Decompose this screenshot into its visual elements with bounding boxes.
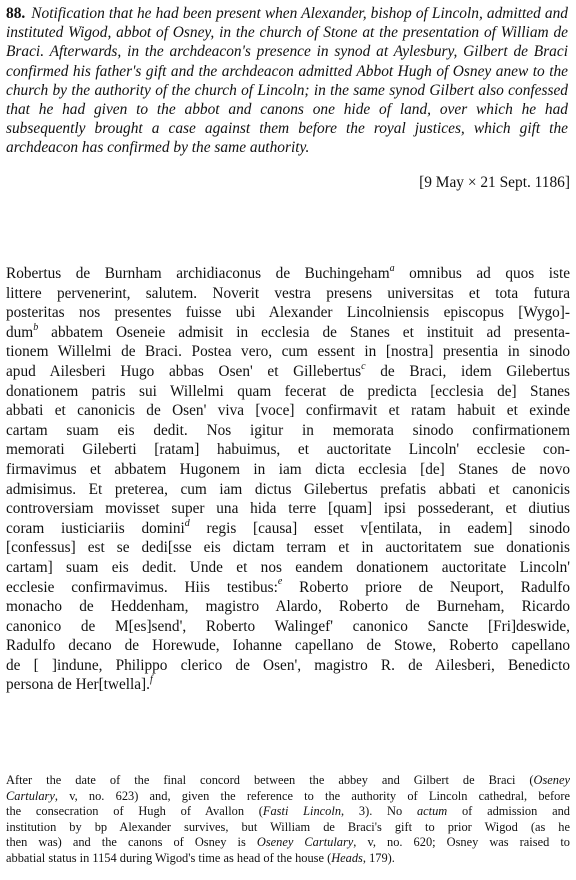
cited-title: actum [416, 804, 448, 819]
latin-line: de [ ]indune, Philippo clerico de Osen', magistro R. de Ailesberi, Benedicto [6, 656, 570, 674]
cited-title: Oseney Cartulary [256, 835, 354, 850]
latin-line: coram iusticiariis domini$^d$ regis [causa] esset v[entilata, in eadem] sinodo [6, 517, 570, 537]
latin-line: ecclesie confirmavimus. Hiis testibus:$^e$ Roberto priore de Neuport, Radulfo [6, 576, 570, 596]
note-line: the consecration of Hugh of Avallon (Fasti Lincoln, 3). No actum of admission and [6, 804, 570, 819]
latin-line: admisimus. Et preterea, cum iam dictus Gilebertus prefatis abbati et canonicis [6, 480, 570, 498]
note-line: Cartulary, v, no. 623) and, given the reference to the authority of Lincoln cathedral, before [6, 788, 570, 803]
entry-heading [6, 4, 568, 158]
entry-date: [9 May × 21 Sept. 1186] [419, 174, 570, 191]
footnote-marker: f [149, 674, 153, 686]
entry-number: 88. [6, 5, 26, 22]
footnote-marker: e [277, 576, 283, 588]
note-line: institution by bp Alexander survives, but William de Braci's gift to prior Wigod (as he [6, 819, 570, 834]
latin-line: Robertus de Burnham archidiaconus de Buchingeham$^a$ omnibus ad quos iste [6, 262, 570, 282]
note-line: abbatial status in 1154 during Wigod's time as head of the house (Heads, 179). [6, 850, 395, 865]
footnote-marker: d [184, 517, 190, 529]
latin-line: persona de Her[twella].$^f$ [6, 674, 153, 694]
footnote-marker: b [33, 321, 39, 333]
cited-title: Heads [331, 850, 363, 865]
latin-line: abbati et canonicis de Osen' viva [voce] confirmavit et ratam habuit et exinde [6, 402, 570, 420]
note-line: then was) and the canons of Osney is Oseney Cartulary, v, no. 620; Osney was raised to [6, 835, 570, 850]
footnote-marker: c [361, 360, 366, 372]
latin-line: cartam suam eis dedit. Nos igitur in memorata sinodo confirmationem [6, 421, 570, 439]
latin-line: memorati Gileberti [ratam] habuimus, et auctoritate Lincoln' ecclesie con- [6, 441, 570, 459]
latin-line: posteritas nos presentes fuisse ubi Alexander Lincolniensis episcopus [Wygo]- [6, 304, 570, 322]
latin-line: controversiam movisset super una hida terre [quam] ipsi possederant, et diutius [6, 500, 570, 518]
latin-charter-text [6, 264, 570, 695]
latin-line: tionem Willelmi de Braci. Postea vero, cum essent in [nostra] presentia in sinodo [6, 343, 570, 361]
note-line: After the date of the final concord between the abbey and Gilbert de Braci (Oseney [6, 773, 570, 787]
latin-line: [confessus] est se dedi[sse eis dictam terram et in auctoritatem sue donationis [6, 539, 570, 557]
latin-line: canonico de M[es]send', Roberto Walingef' canonico Sancte [Fri]deswide, [6, 617, 570, 635]
latin-line: dum$^b$ abbatem Oseneie admisit in ecclesia de Stanes et instituit ad presenta- [6, 321, 570, 341]
latin-line: cartam] suam eis dedit. Unde et nos eandem donationem auctoritate Lincoln' [6, 558, 570, 576]
footnote-marker: a [389, 262, 395, 274]
editorial-note [6, 773, 570, 867]
cited-title: Cartulary [6, 788, 55, 803]
cited-title: Oseney [533, 773, 570, 787]
latin-line: firmavimus et abbatem Hugonem in iam dicta ecclesia [de] Stanes de novo [6, 460, 570, 478]
heading-summary: Notification that he had been present when Alexander, bishop of Lincoln, admitted and instituted Wigod, abbot of Osney, in the church of Stone at the presentation of William de Braci. Afterwards, in the archdeacon's presence in synod at Aylesbury, Gilbert de Braci confirmed his father's gift and the archdeacon admitted Abbot Hugh of Osney anew to the church by the authority of the church of Lincoln; in the same synod Gilbert also confessed that he had given to the abbot and canons one hide of land, over which he had subsequently brought a case against them before the royal justices, which gift the archdeacon has confirmed by the same authority. [6, 5, 568, 157]
latin-line: apud Ailesberi Hugo abbas Osen' et Gillebertus$^c$ de Braci, idem Gilebertus [6, 360, 570, 380]
latin-line: monacho de Heddenham, magistro Alardo, Roberto de Burneham, Ricardo [6, 598, 570, 616]
cited-title: Fasti Lincoln [262, 804, 342, 819]
latin-line: Radulfo decano de Horewude, Iohanne capellano de Stowe, Roberto capellano [6, 637, 570, 655]
latin-line: littere pervenerint, salutem. Noverit vestra presens universitas et tota futura [6, 284, 570, 302]
latin-line: donationem patris sui Willelmi quam fecerat de predicta [ecclesia de] Stanes [6, 382, 570, 400]
